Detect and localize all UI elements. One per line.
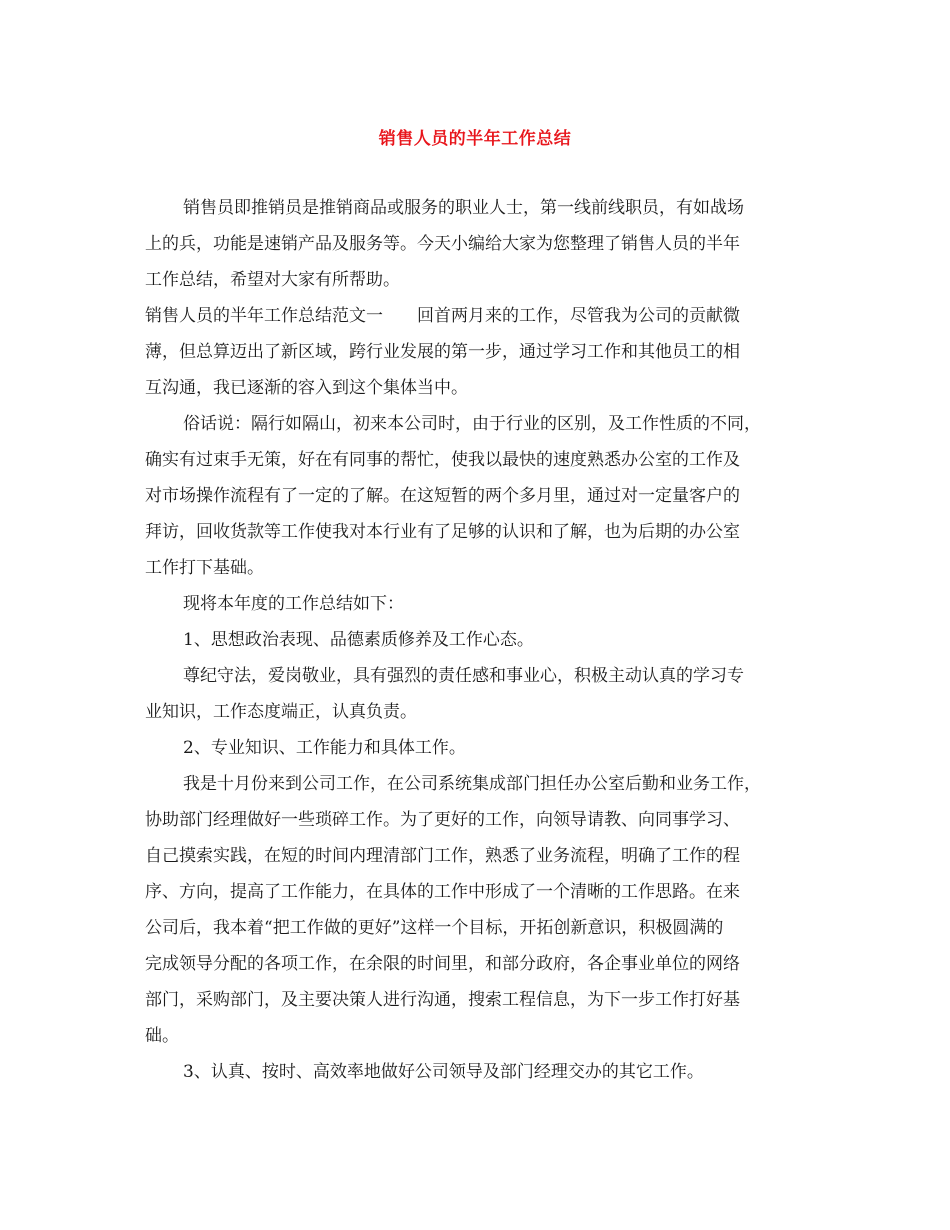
paragraph-line: 业知识，工作态度端正，认真负责。 (145, 702, 417, 722)
paragraph-line: 我是十月份来到公司工作，在公司系统集成部门担任办公室后勤和业务工作， (183, 774, 761, 794)
paragraph-line: 公司后，我本着“把工作做的更好”这样一个目标，开拓创新意识，积极圆满的 (145, 918, 724, 938)
paragraph-line: 互沟通，我已逐渐的容入到这个集体当中。 (145, 378, 468, 398)
paragraph-line: 对市场操作流程有了一定的了解。在这短暂的两个多月里，通过对一定量客户的 (145, 486, 740, 506)
paragraph-line: 工作总结，希望对大家有所帮助。 (145, 270, 400, 290)
paragraph-line: 薄，但总算迈出了新区域，跨行业发展的第一步，通过学习工作和其他员工的相 (145, 342, 740, 362)
section-heading: 3、认真、按时、高效率地做好公司领导及部门经理交办的其它工作。 (183, 1062, 704, 1082)
paragraph-line: 础。 (145, 1026, 179, 1046)
paragraph-line: 上的兵，功能是速销产品及服务等。今天小编给大家为您整理了销售人员的半年 (145, 234, 740, 254)
paragraph-line: 完成领导分配的各项工作，在余限的时间里，和部分政府，各企事业单位的网络 (145, 954, 740, 974)
paragraph-line: 拜访，回收货款等工作使我对本行业有了足够的认识和了解，也为后期的办公室 (145, 522, 740, 542)
paragraph-line: 工作打下基础。 (145, 558, 264, 578)
paragraph-line: 确实有过束手无策，好在有同事的帮忙，使我以最快的速度熟悉办公室的工作及 (145, 450, 740, 470)
paragraph-line: 自己摸索实践，在短的时间内理清部门工作，熟悉了业务流程，明确了工作的程 (145, 846, 740, 866)
paragraph-line: 俗话说：隔行如隔山，初来本公司时，由于行业的区别，及工作性质的不同， (183, 414, 761, 434)
paragraph-line: 协助部门经理做好一些琐碎工作。为了更好的工作，向领导请教、向同事学习、 (145, 810, 740, 830)
paragraph-line: 现将本年度的工作总结如下： (183, 594, 404, 614)
paragraph-line: 尊纪守法，爱岗敬业，具有强烈的责任感和事业心，积极主动认真的学习专 (183, 666, 744, 686)
paragraph-line: 序、方向，提高了工作能力，在具体的工作中形成了一个清晰的工作思路。在来 (145, 882, 740, 902)
document-title: 销售人员的半年工作总结 (378, 129, 572, 149)
section-heading: 2、专业知识、工作能力和具体工作。 (183, 738, 466, 758)
paragraph-line: 部门，采购部门，及主要决策人进行沟通，搜索工程信息，为下一步工作打好基 (145, 990, 740, 1010)
paragraph-line: 销售员即推销员是推销商品或服务的职业人士，第一线前线职员，有如战场 (183, 198, 744, 218)
section-heading: 1、思想政治表现、品德素质修养及工作心态。 (183, 630, 534, 650)
paragraph-line: 销售人员的半年工作总结范文一 回首两月来的工作，尽管我为公司的贡献微 (145, 306, 740, 326)
